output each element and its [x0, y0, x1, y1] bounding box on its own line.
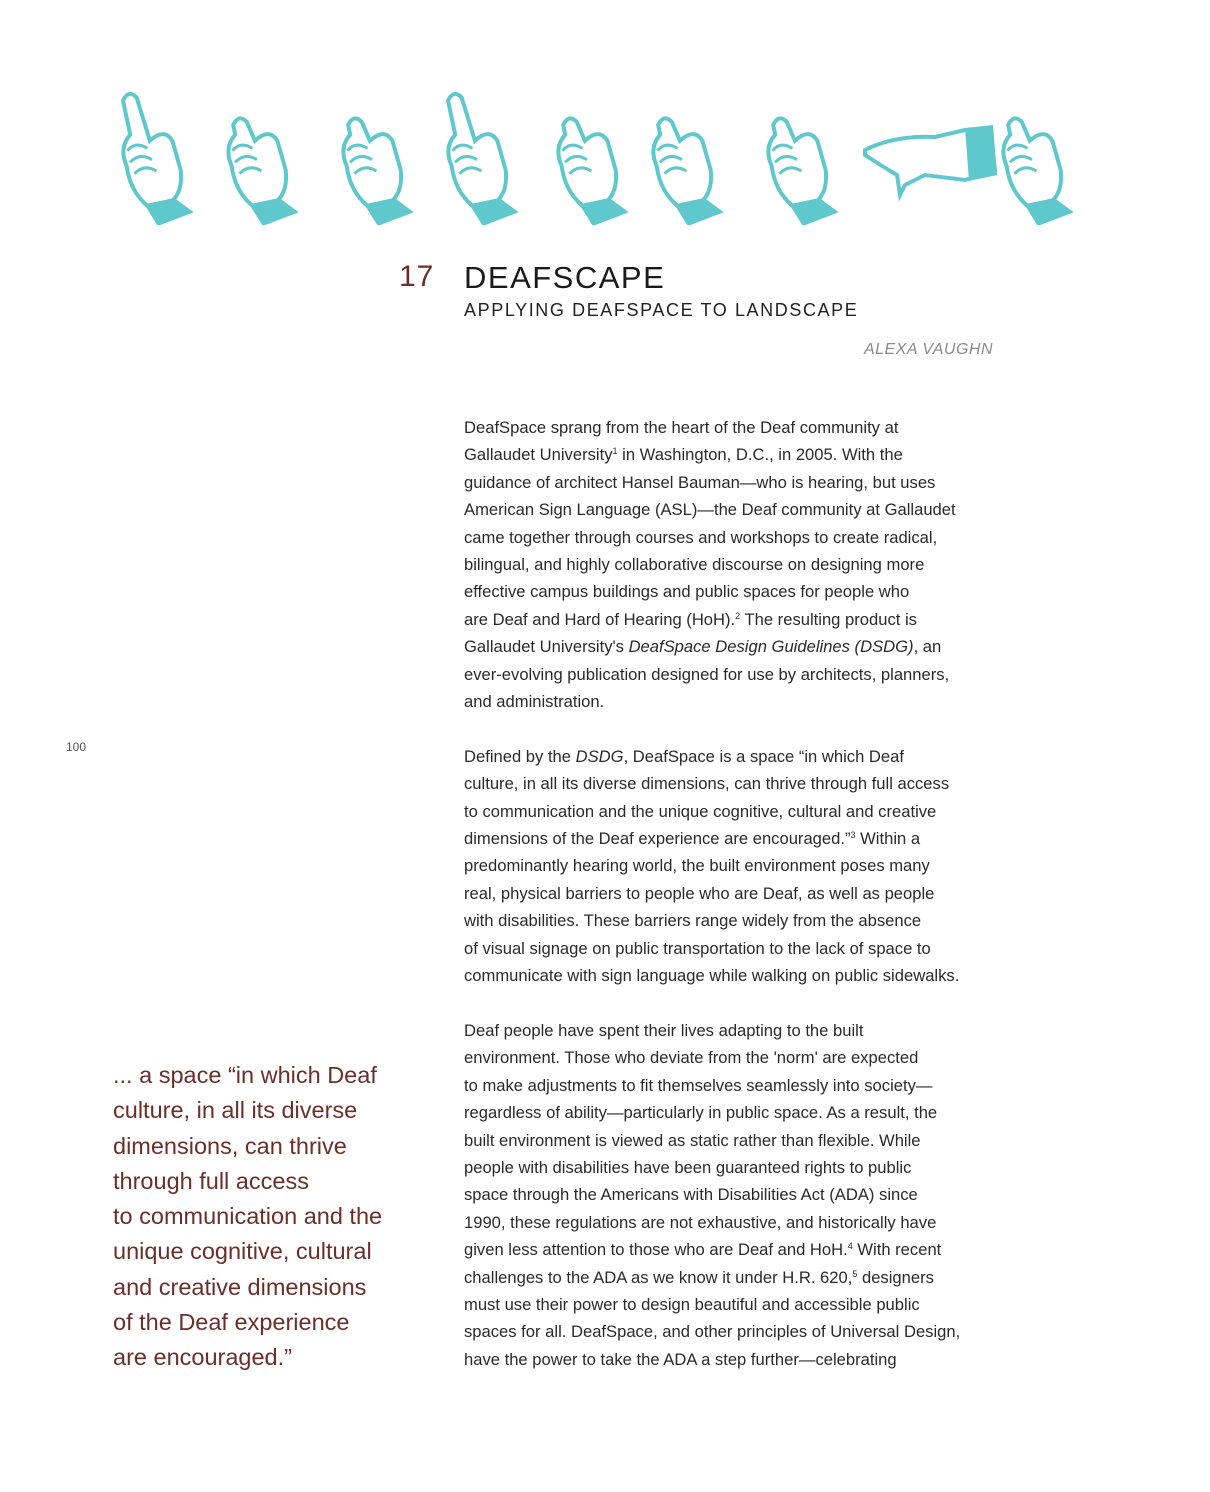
- fingerspelling-banner: [105, 85, 1095, 225]
- text-segment: bilingual, and highly collaborative discourse on designing more: [464, 555, 925, 575]
- text-line: [464, 1044, 1004, 1071]
- text-line: [464, 770, 1004, 797]
- hand-sign-icon: [436, 86, 520, 225]
- pull-quote-line: of the Deaf experience: [113, 1309, 350, 1336]
- text-segment: space through the Americans with Disabilities Act (ADA) since: [464, 1185, 918, 1205]
- text-line: [464, 1264, 1004, 1291]
- text-line: [464, 1318, 1004, 1345]
- text-segment: challenges to the ADA as we know it under H.R. 620,: [464, 1267, 853, 1287]
- text-segment: are Deaf and Hard of Hearing (HoH).: [464, 609, 736, 629]
- pull-quote: [113, 1058, 413, 1376]
- text-segment: built environment is viewed as static rather than flexible. While: [464, 1130, 921, 1150]
- pull-quote-line: to communication and the: [113, 1203, 383, 1230]
- hand-sign-icon: [336, 110, 415, 225]
- text-line: [464, 825, 1004, 852]
- paragraph: [464, 743, 1004, 990]
- text-line: [464, 633, 1004, 660]
- paragraph: [464, 1017, 1004, 1373]
- italic-text: DSDG: [575, 746, 624, 766]
- text-segment: The resulting product is: [740, 609, 917, 629]
- hand-sign-icon: [221, 110, 300, 225]
- text-line: [464, 551, 1004, 578]
- italic-text: DeafSpace Design Guidelines (DSDG): [628, 637, 914, 657]
- text-line: [464, 852, 1004, 879]
- text-line: [464, 469, 1004, 496]
- hand-sign-icon: [646, 110, 725, 225]
- footnote-ref: 3: [850, 830, 856, 841]
- text-segment: ever-evolving publication designed for use by architects, planners,: [464, 664, 950, 684]
- text-segment: Defined by the: [464, 746, 576, 766]
- hand-sign-icon: [111, 86, 195, 225]
- pull-quote-line: dimensions, can thrive: [113, 1132, 347, 1159]
- text-segment: Gallaudet University: [464, 445, 613, 465]
- text-line: [464, 1154, 1004, 1181]
- paragraph: [464, 414, 1004, 715]
- text-line: [464, 688, 1004, 715]
- pull-quote-line: culture, in all its diverse: [113, 1097, 358, 1124]
- text-segment: and administration.: [464, 692, 605, 712]
- text-line: [464, 578, 1004, 605]
- text-segment: have the power to take the ADA a step further—celebrating: [464, 1349, 897, 1369]
- text-segment: dimensions of the Deaf experience are encouraged.”: [464, 829, 851, 849]
- text-line: [464, 935, 1004, 962]
- hand-sign-icon: [996, 110, 1075, 225]
- text-segment: American Sign Language (ASL)—the Deaf community at Gallaudet: [464, 500, 956, 520]
- text-segment: of visual signage on public transportation to the lack of space to: [464, 938, 931, 958]
- chapter-subtitle: APPLYING DEAFSPACE TO LANDSCAPE: [464, 300, 859, 320]
- text-line: [464, 414, 1004, 441]
- text-segment: culture, in all its diverse dimensions, can thrive through full access: [464, 774, 950, 794]
- pull-quote-line: ... a space “in which Deaf: [113, 1062, 377, 1088]
- text-segment: , DeafSpace is a space “in which Deaf: [623, 746, 904, 766]
- text-segment: came together through courses and workshops to create radical,: [464, 527, 938, 547]
- pull-quote-line: and creative dimensions: [113, 1273, 367, 1300]
- chapter-title: DEAFSCAPE: [464, 260, 666, 295]
- footnote-ref: 2: [735, 610, 741, 621]
- text-segment: environment. Those who deviate from the 'norm' are expected: [464, 1048, 919, 1068]
- page-number: 100: [66, 740, 87, 754]
- text-segment: to communication and the unique cognitive, cultural and creative: [464, 801, 937, 821]
- text-segment: guidance of architect Hansel Bauman—who is hearing, but uses: [464, 472, 936, 492]
- text-line: [464, 1181, 1004, 1208]
- text-segment: given less attention to those who are Deaf and HoH.: [464, 1240, 848, 1260]
- author-name: ALEXA VAUGHN: [863, 341, 993, 358]
- text-line: [464, 661, 1004, 688]
- text-segment: Within a: [855, 829, 921, 849]
- text-line: [464, 524, 1004, 551]
- footnote-ref: 4: [847, 1241, 853, 1252]
- text-line: [464, 1127, 1004, 1154]
- text-line: [464, 1209, 1004, 1236]
- text-segment: , an: [913, 637, 942, 657]
- text-segment: communicate with sign language while walking on public sidewalks.: [464, 966, 960, 986]
- text-segment: DeafSpace sprang from the heart of the Deaf community at: [464, 418, 899, 437]
- text-line: [464, 1072, 1004, 1099]
- text-line: [464, 606, 1004, 633]
- text-segment: real, physical barriers to people who are Deaf, as well as people: [464, 883, 935, 903]
- text-line: [464, 1346, 1004, 1373]
- chapter-number: 17: [399, 260, 435, 293]
- text-segment: in Washington, D.C., in 2005. With the: [617, 445, 903, 465]
- text-segment: with disabilities. These barriers range widely from the absence: [464, 911, 922, 931]
- hand-sign-icon: [551, 110, 630, 225]
- text-segment: regardless of ability—particularly in public space. As a result, the: [464, 1103, 938, 1123]
- hand-sign-icon: [761, 110, 840, 225]
- pull-quote-line: are encouraged.”: [113, 1344, 292, 1371]
- text-segment: must use their power to design beautiful and accessible public: [464, 1294, 920, 1314]
- text-segment: predominantly hearing world, the built environment poses many: [464, 856, 930, 876]
- text-segment: Gallaudet University's: [464, 637, 629, 657]
- text-segment: With recent: [852, 1240, 942, 1260]
- text-segment: designers: [857, 1267, 934, 1287]
- text-line: [464, 1017, 1004, 1044]
- text-line: [464, 496, 1004, 523]
- text-line: [464, 1291, 1004, 1318]
- text-segment: effective campus buildings and public spaces for people who: [464, 582, 910, 602]
- text-line: [464, 907, 1004, 934]
- pull-quote-line: through full access: [113, 1167, 309, 1194]
- footnote-ref: 5: [852, 1268, 858, 1279]
- text-line: [464, 1236, 1004, 1263]
- text-line: [464, 743, 1004, 770]
- hand-sign-icon: [865, 125, 997, 195]
- text-segment: 1990, these regulations are not exhaustive, and historically have: [464, 1212, 937, 1232]
- text-line: [464, 1099, 1004, 1126]
- body-text: [464, 414, 1004, 1401]
- text-segment: Deaf people have spent their lives adapting to the built: [464, 1020, 864, 1040]
- text-line: [464, 798, 1004, 825]
- pull-quote-line: unique cognitive, cultural: [113, 1238, 372, 1265]
- text-segment: to make adjustments to fit themselves seamlessly into society—: [464, 1075, 933, 1095]
- text-line: [464, 441, 1004, 468]
- text-line: [464, 962, 1004, 989]
- text-segment: spaces for all. DeafSpace, and other principles of Universal Design,: [464, 1322, 961, 1342]
- footnote-ref: 1: [612, 446, 618, 457]
- text-line: [464, 880, 1004, 907]
- text-segment: people with disabilities have been guaranteed rights to public: [464, 1157, 912, 1177]
